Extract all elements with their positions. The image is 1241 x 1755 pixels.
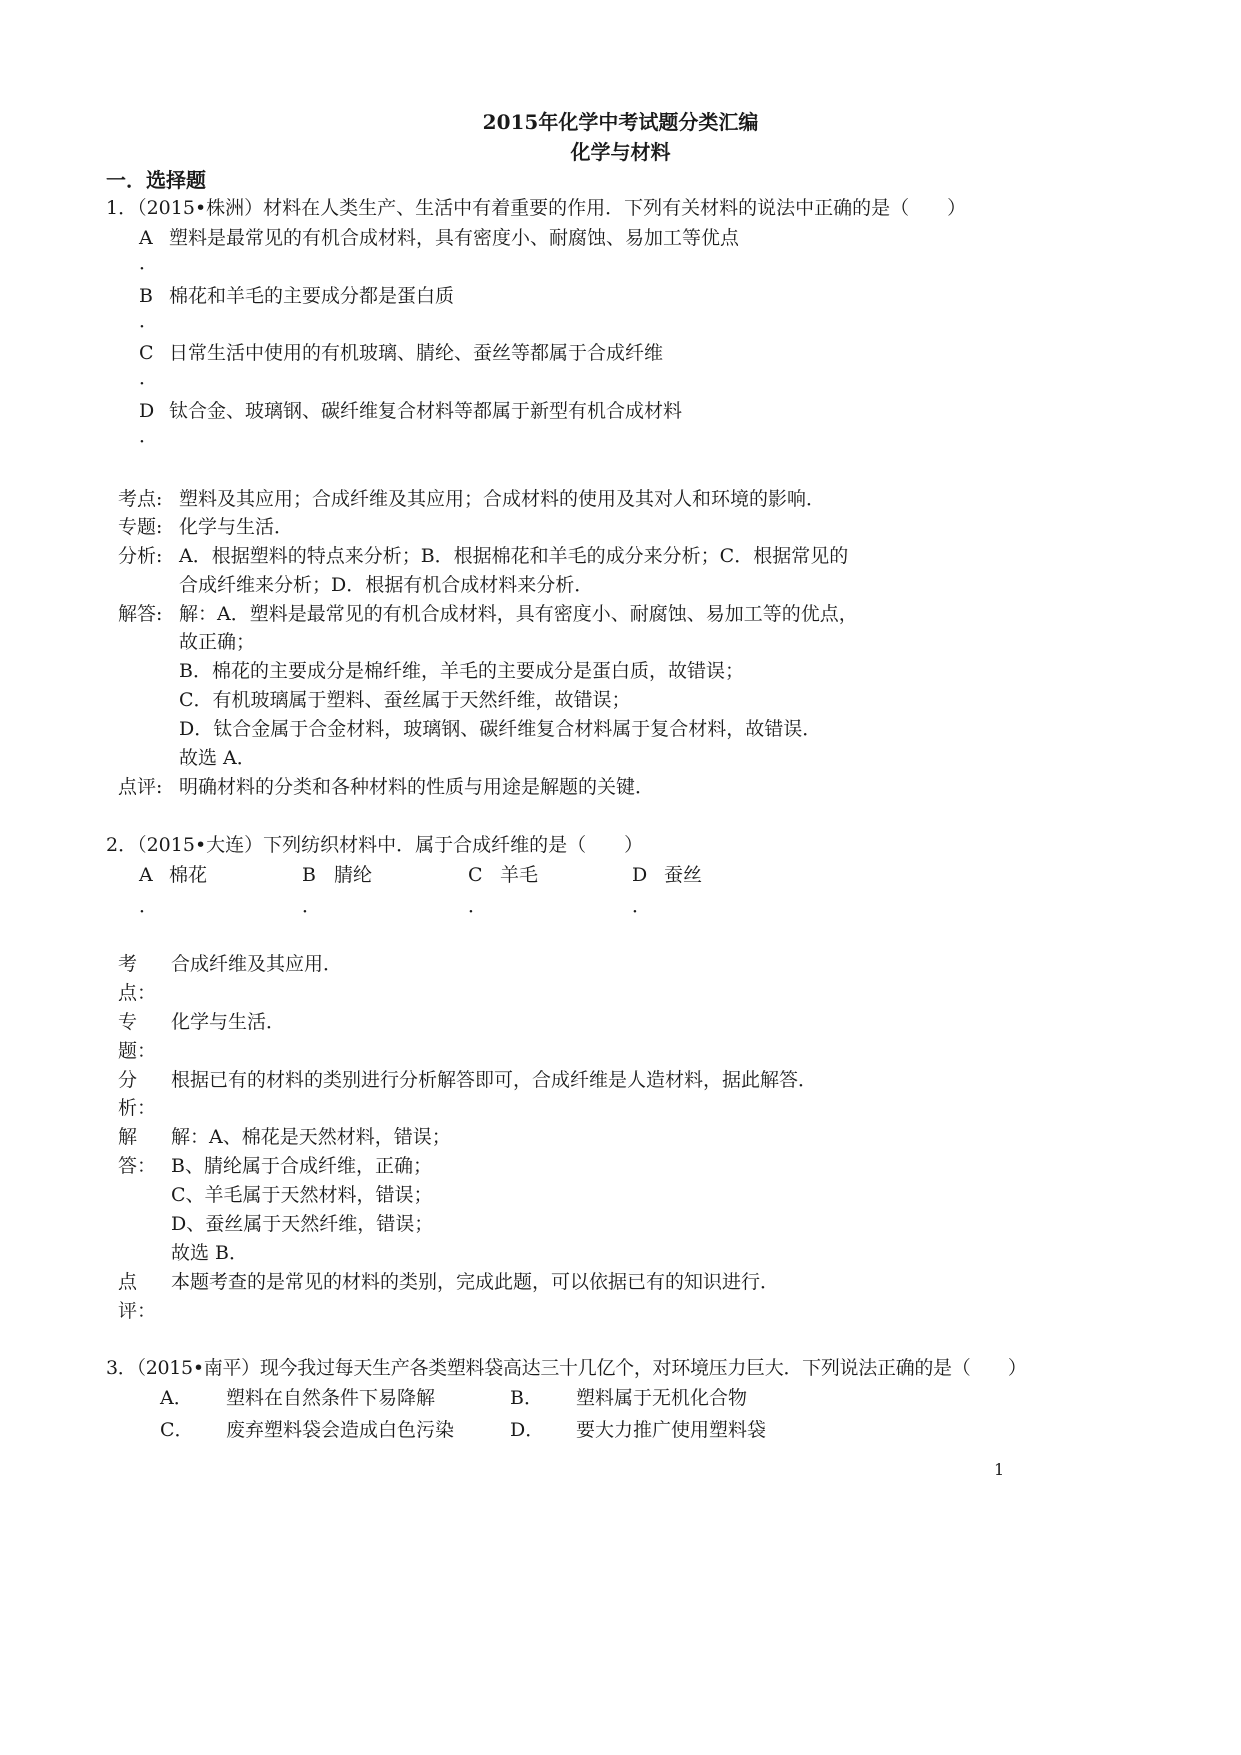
option-dot: ． <box>139 895 159 917</box>
fenxi-text: 根据已有的材料的类别进行分析解答即可，合成纤维是人造材料，据此解答． <box>171 1069 818 1091</box>
label-kaodian: 考点: <box>118 488 163 510</box>
label-zhuanti: 专题: <box>118 516 163 538</box>
label-dianping-1: 点 <box>118 1271 138 1293</box>
label-fenxi-1: 分 <box>118 1069 138 1091</box>
option-text: 钛合金、玻璃钢、碳纤维复合材料等都属于新型有机合成材料 <box>169 400 683 422</box>
label-jieda: 解答: <box>118 603 163 625</box>
question-stem: 3．（2015•南平）现今我过每天生产各类塑料袋高达三十几亿个，对环境压力巨大．下列说法正确的是（ ） <box>106 1357 1027 1379</box>
zhuanti-text: 化学与生活． <box>171 1011 286 1033</box>
label-jieda-1: 解 <box>118 1126 138 1148</box>
section-heading: 一．选择题 <box>106 168 206 192</box>
jieda-line: 解：A、棉花是天然材料，错误； <box>171 1126 451 1148</box>
option-text: 蚕丝 <box>664 864 703 886</box>
page-subtitle: 化学与材料 <box>570 140 671 164</box>
option-text: 塑料在自然条件下易降解 <box>226 1387 436 1409</box>
label-zhuanti-2: 题： <box>118 1040 157 1062</box>
jieda-line: 故选 A． <box>179 747 256 769</box>
jieda-line: 故正确； <box>179 631 256 653</box>
question-stem: 2．（2015•大连）下列纺织材料中．属于合成纤维的是（ ） <box>106 834 644 856</box>
option-letter: C <box>139 342 154 364</box>
option-dot: ． <box>139 310 159 332</box>
option-text: 腈纶 <box>334 864 373 886</box>
option-dot: ． <box>139 252 159 274</box>
label-kaodian-2: 点： <box>118 982 157 1004</box>
option-dot: ． <box>139 367 159 389</box>
option-letter: A． <box>160 1387 193 1409</box>
jieda-line: 故选 B． <box>171 1242 249 1264</box>
dianping-text: 本题考查的是常见的材料的类别，完成此题，可以依据已有的知识进行． <box>171 1271 780 1293</box>
option-letter: B <box>302 864 316 886</box>
option-dot: ． <box>468 895 488 917</box>
label-dianping-2: 评： <box>118 1300 157 1322</box>
option-dot: ． <box>302 895 322 917</box>
kaodian-text: 塑料及其应用；合成纤维及其应用；合成材料的使用及其对人和环境的影响． <box>179 488 826 510</box>
label-fenxi: 分析: <box>118 545 163 567</box>
option-letter: D． <box>510 1419 545 1441</box>
option-dot: ． <box>139 425 159 447</box>
option-letter: D <box>139 400 155 422</box>
page-number: 1 <box>994 1460 1005 1479</box>
label-dianping: 点评: <box>118 776 163 798</box>
option-text: 塑料是最常见的有机合成材料，具有密度小、耐腐蚀、易加工等优点 <box>169 227 740 249</box>
jieda-line: 解：A．塑料是最常见的有机合成材料，具有密度小、耐腐蚀、易加工等的优点， <box>179 603 858 625</box>
option-letter: C <box>468 864 483 886</box>
jieda-line: D、蚕丝属于天然纤维，错误； <box>171 1213 434 1235</box>
jieda-line: C．有机玻璃属于塑料、蚕丝属于天然纤维，故错误； <box>179 689 631 711</box>
option-letter: B <box>139 285 153 307</box>
kaodian-text: 合成纤维及其应用． <box>171 953 343 975</box>
option-text: 棉花和羊毛的主要成分都是蛋白质 <box>169 285 455 307</box>
option-text: 废弃塑料袋会造成白色污染 <box>226 1419 455 1441</box>
fenxi-text: A．根据塑料的特点来分析；B．根据棉花和羊毛的成分来分析；C．根据常见的 <box>179 545 849 567</box>
jieda-line: B．棉花的主要成分是棉纤维，羊毛的主要成分是蛋白质，故错误； <box>179 660 744 682</box>
fenxi-text: 合成纤维来分析；D．根据有机合成材料来分析． <box>179 574 594 596</box>
option-dot: ． <box>632 895 652 917</box>
option-letter: D <box>632 864 648 886</box>
jieda-line: B、腈纶属于合成纤维，正确； <box>171 1155 432 1177</box>
option-letter: A <box>139 227 153 249</box>
option-text: 羊毛 <box>500 864 539 886</box>
zhuanti-text: 化学与生活． <box>179 516 294 538</box>
option-letter: A <box>139 864 153 886</box>
jieda-line: C、羊毛属于天然材料，错误； <box>171 1184 433 1206</box>
label-fenxi-2: 析： <box>118 1097 157 1119</box>
option-text: 日常生活中使用的有机玻璃、腈纶、蚕丝等都属于合成纤维 <box>169 342 664 364</box>
page-title: 2015年化学中考试题分类汇编 <box>482 110 759 134</box>
option-text: 棉花 <box>169 864 208 886</box>
dianping-text: 明确材料的分类和各种材料的性质与用途是解题的关键． <box>179 776 655 798</box>
label-kaodian-1: 考 <box>118 953 138 975</box>
label-zhuanti-1: 专 <box>118 1011 138 1033</box>
label-jieda-2: 答： <box>118 1155 157 1177</box>
option-text: 塑料属于无机化合物 <box>576 1387 748 1409</box>
option-letter: B． <box>510 1387 543 1409</box>
option-letter: C． <box>160 1419 194 1441</box>
jieda-line: D．钛合金属于合金材料，玻璃钢、碳纤维复合材料属于复合材料，故错误． <box>179 718 822 740</box>
question-stem: 1．（2015•株洲）材料在人类生产、生活中有着重要的作用．下列有关材料的说法中正确的是（ ） <box>106 197 967 219</box>
option-text: 要大力推广使用塑料袋 <box>576 1419 767 1441</box>
